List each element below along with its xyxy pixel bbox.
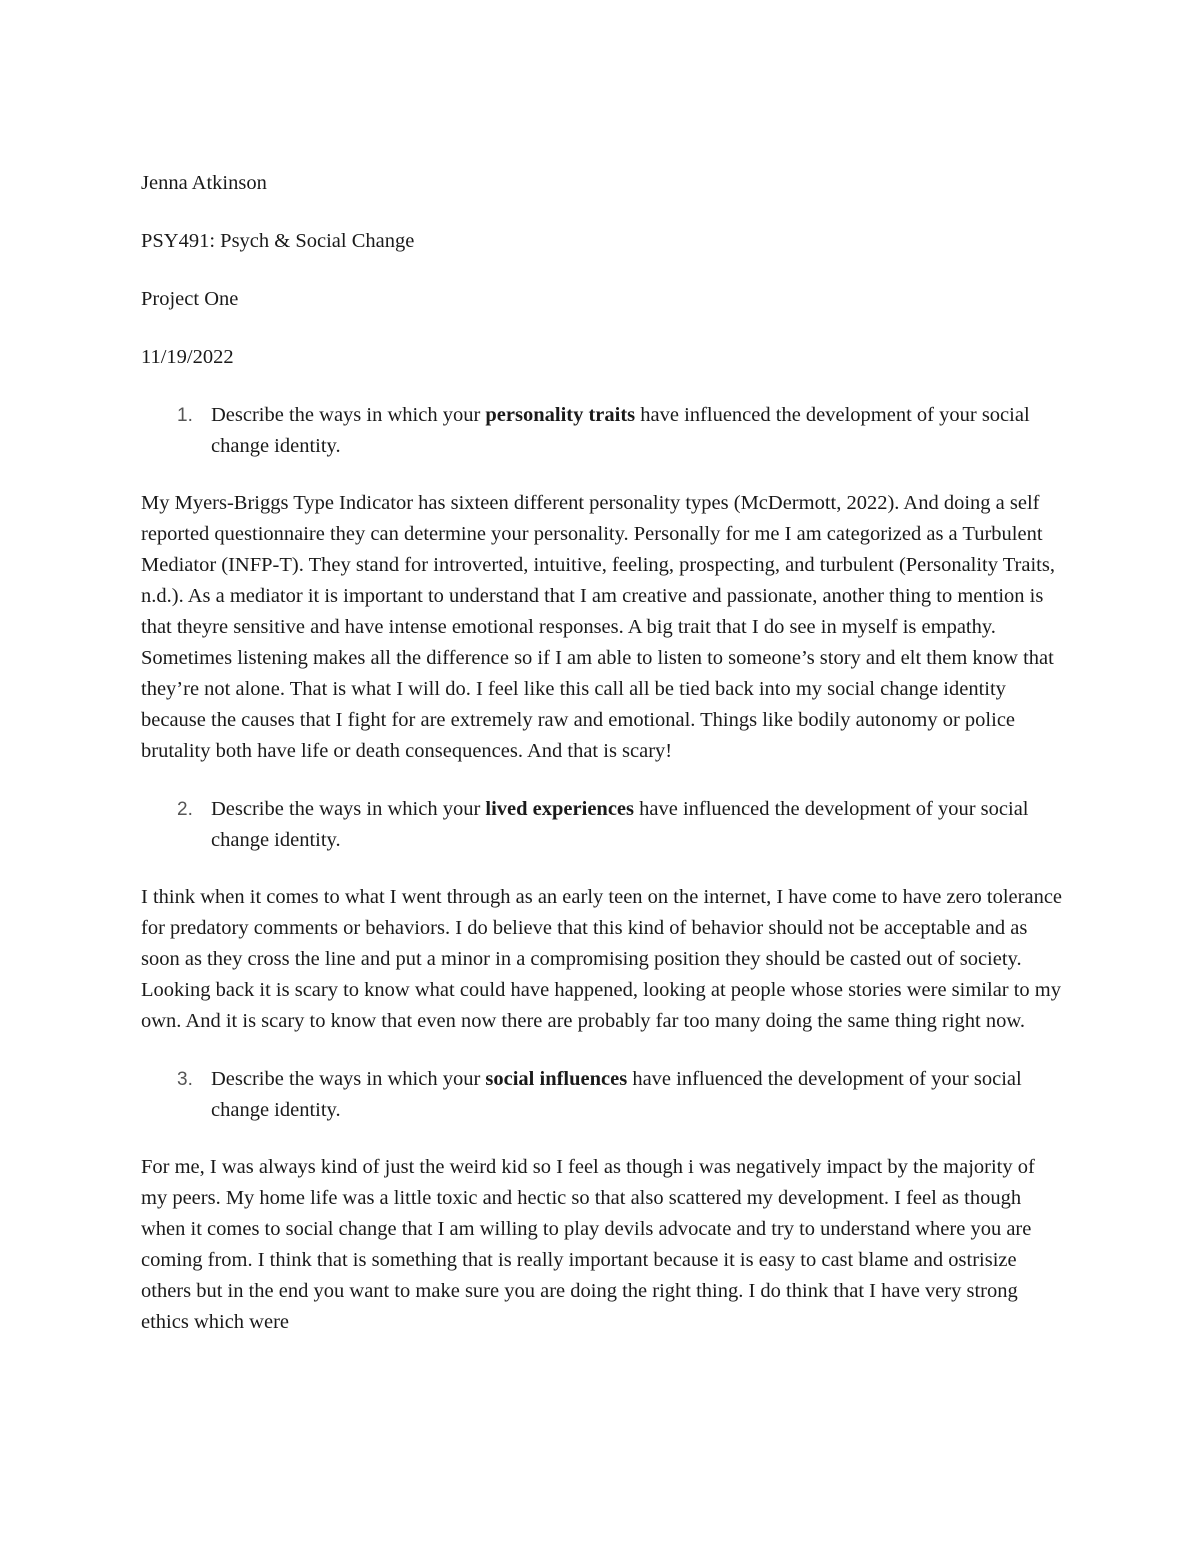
question-text-end: have influenced the development of your social change identity.: [211, 798, 1029, 851]
question-number: 1.: [177, 405, 193, 426]
question-keyword: lived experiences: [485, 798, 634, 820]
question-text-end: have influenced the development of your social change identity.: [211, 404, 1030, 457]
question-3: [141, 1064, 1066, 1126]
question-keyword: personality traits: [485, 404, 636, 426]
answer-1: My Myers-Briggs Type Indicator has sixteen different personality types (McDermott, 2022). And doing a self reported questionnaire they can determine your personality. Personally for me I am categorized as a Turbulent Mediator (INFP-T). They stand for introverted, intuitive, feeling, prospecting, and turbulent (Personality Traits, n.d.). As a mediator it is important to understand that I am creative and passionate, another thing to mention is that theyre sensitive and have intense emotional responses. A big trait that I do see in myself is empathy. Sometimes listening makes all the difference so if I am able to listen to someone’s story and elt them know that they’re not alone. That is what I will do. I feel like this call all be tied back into my social change identity because the causes that I fight for are extremely raw and emotional. Things like bodily autonomy or police brutality both have life or death consequences. And that is scary!: [141, 492, 1055, 762]
answer-3: For me, I was always kind of just the weird kid so I feel as though i was negatively impact by the majority of my peers. My home life was a little toxic and hectic so that also scattered my development. I feel as though when it comes to social change that I am willing to play devils advocate and try to understand where you are coming from. I think that is something that is really important because it is easy to cast blame and ostrisize others but in the end you want to make sure you are doing the right thing. I do think that I have very strong ethics which were: [141, 1156, 1035, 1333]
question-text-start: Describe the ways in which your: [211, 1068, 486, 1090]
question-number: 3.: [177, 1069, 193, 1090]
question-text-start: Describe the ways in which your: [211, 798, 486, 820]
question-keyword: social influences: [485, 1068, 628, 1090]
answer-2: I think when it comes to what I went through as an early teen on the internet, I have come to have zero tolerance for predatory comments or behaviors. I do believe that this kind of behavior should not be acceptable and as soon as they cross the line and put a minor in a compromising position they should be casted out of society. Looking back it is scary to know what could have happened, looking at people whose stories were similar to my own. And it is scary to know that even now there are probably far too many doing the same thing right now.: [141, 886, 1063, 1032]
document-page: [141, 168, 1066, 1365]
project-title: Project One: [141, 288, 239, 310]
question-text-end: have influenced the development of your social change identity.: [211, 1068, 1022, 1121]
author-name: Jenna Atkinson: [141, 172, 267, 194]
course-name: PSY491: Psych & Social Change: [141, 230, 415, 252]
question-number: 2.: [177, 799, 193, 820]
document-date: 11/19/2022: [141, 346, 234, 368]
question-1: [141, 400, 1066, 462]
question-text-start: Describe the ways in which your: [211, 404, 486, 426]
question-2: [141, 794, 1066, 856]
